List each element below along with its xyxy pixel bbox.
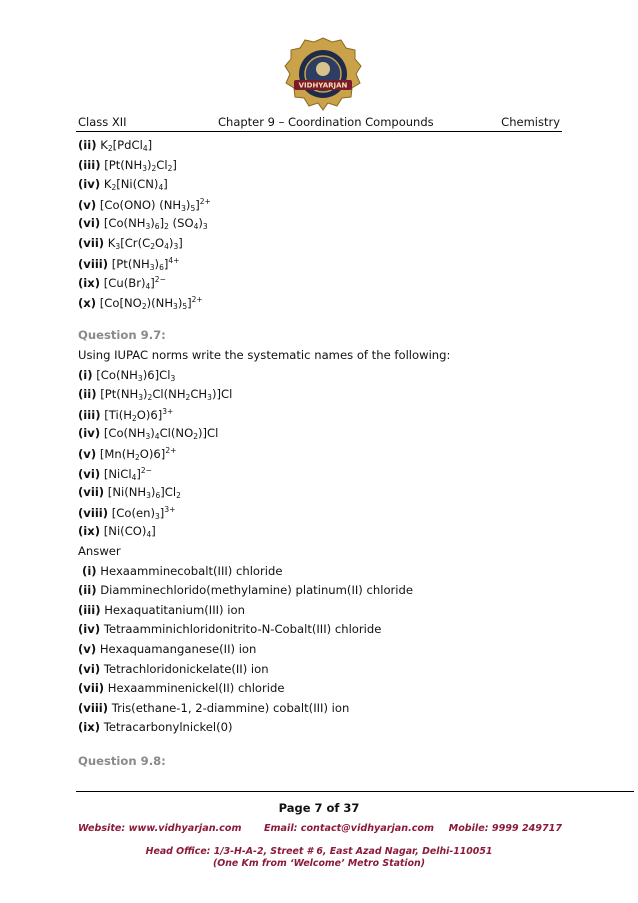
item-number: (iii)	[78, 407, 101, 422]
header-class: Class XII	[78, 115, 127, 129]
item-text: Hexaquamanganese(II) ion	[99, 642, 257, 656]
formula-item	[78, 256, 179, 272]
formula-item	[78, 295, 203, 311]
vidhyarjan-logo	[282, 36, 364, 112]
item-text: Hexaamminecobalt(III) chloride	[100, 563, 283, 578]
header-chapter: Chapter 9 – Coordination Compounds	[218, 115, 434, 129]
answer-item	[78, 701, 349, 715]
formula-item	[78, 158, 177, 173]
item-text: $[Co[NO_2)(NH_3)_5]^{2+}$	[99, 294, 203, 311]
item-text: $[Co(NH_3)_6]_2$ $(SO_4)_3$	[103, 216, 208, 232]
answer-item	[78, 720, 233, 734]
footer-mobile: Mobile: 9999 249717	[448, 823, 562, 834]
item-number: (i)	[78, 563, 97, 578]
item-text: $K_2[Ni(CN)_4]$	[103, 177, 168, 193]
answer-label: Answer	[78, 544, 121, 558]
item-number: (ix)	[78, 524, 101, 539]
item-number: (i)	[78, 367, 93, 382]
header-subject: Chemistry	[501, 115, 560, 129]
question-item	[78, 505, 175, 521]
item-number: (viii)	[78, 700, 109, 715]
answer-item	[78, 564, 283, 578]
item-text: Tetracarbonylnickel(0)	[103, 720, 233, 735]
item-number: (viii)	[78, 505, 109, 520]
footer-divider	[76, 791, 634, 792]
item-text: [NiCl$_4$]$^{2-}$	[103, 465, 152, 482]
footer-office-landmark: (One Km from ‘Welcome’ Metro Station)	[213, 858, 425, 869]
item-number: (vii)	[78, 236, 105, 250]
item-text: [Co(ONO) $(NH_3)_5]^{2+}$	[99, 196, 211, 213]
item-number: (vi)	[78, 466, 101, 481]
question-item	[78, 466, 152, 482]
question-item	[78, 524, 156, 539]
item-number: (ix)	[78, 276, 101, 291]
formula-item	[78, 216, 208, 231]
item-text: Tetrachloridonickelate(II) ion	[103, 661, 269, 676]
item-number: (iv)	[78, 426, 101, 441]
item-number: (iii)	[78, 602, 101, 617]
item-text: $[Ni(CO)_4]$	[103, 524, 156, 540]
item-text: $[Pt(NH_3)_6]^{4+}$	[111, 255, 180, 272]
item-text: $[Cu(Br)_4]^{2-}$	[103, 275, 166, 292]
item-number: (ii)	[78, 387, 97, 402]
question-title: Question 9.8:	[78, 754, 166, 768]
footer-website[interactable]: Website: www.vidhyarjan.com	[78, 823, 242, 834]
item-text: $[Ni(NH_3)_6]Cl_2$	[107, 485, 181, 501]
item-number: (vii)	[78, 485, 105, 500]
item-number: (vi)	[78, 216, 101, 231]
question-prompt: Using IUPAC norms write the systematic names of the following:	[78, 348, 451, 362]
question-title: Question 9.7:	[78, 328, 166, 343]
logo-text: VIDHYARJAN	[298, 81, 348, 90]
answer-item	[78, 681, 285, 695]
item-number: (v)	[78, 447, 97, 461]
question-item	[78, 446, 176, 462]
item-text: Diamminechlorido(methylamine) platinum(II) chloride	[100, 583, 414, 598]
page-header	[76, 113, 562, 132]
page-number: Page 7 of 37	[278, 801, 360, 815]
footer-office-address: Head Office: 1/3-H-A-2, Street # 6, East Azad Nagar, Delhi-110051	[145, 846, 493, 857]
item-number: (x)	[78, 295, 97, 310]
question-item	[78, 485, 181, 500]
item-number: (v)	[78, 197, 97, 212]
item-text: $K_2[PdCl_4]$	[100, 138, 153, 153]
item-text: Hexaamminenickel(II) chloride	[107, 681, 285, 696]
item-text: $[Pt(NH_3)_2Cl_2]$	[104, 157, 177, 173]
item-text: Tetraamminichloridonitrito-N-Cobalt(III) chloride	[103, 622, 382, 637]
question-item	[78, 407, 173, 423]
formula-item	[78, 275, 166, 291]
item-number: (ii)	[78, 138, 97, 152]
item-number: (iv)	[78, 177, 101, 192]
item-text: $[Ti(H_2O)6]^{3+}$	[104, 406, 174, 423]
item-text: $[Pt(NH_3)_2Cl(NH_2CH_3)]Cl$	[100, 387, 233, 403]
item-number: (vi)	[78, 661, 101, 676]
item-text: Tris(ethane-1, 2-diammine) cobalt(III) ion	[111, 700, 350, 715]
formula-item	[78, 138, 152, 153]
item-number: (vii)	[78, 681, 105, 696]
item-text: Hexaquatitanium(III) ion	[104, 602, 245, 617]
item-number: (viii)	[78, 256, 109, 271]
question-item	[78, 368, 175, 383]
question-item	[78, 426, 218, 441]
item-text: $[Co(NH_3)_4Cl(NO_2)]Cl$	[103, 426, 219, 442]
item-number: (ix)	[78, 720, 101, 735]
question-item	[78, 387, 232, 402]
item-text: $[Mn(H_2O)6]^{2+}$	[99, 446, 177, 462]
answer-item	[78, 642, 256, 656]
item-text: $K_3[Cr(C_2O_4)_3]$	[107, 236, 183, 251]
answer-item	[78, 622, 381, 636]
answer-item	[78, 662, 269, 676]
formula-item	[78, 236, 183, 251]
item-number: (ii)	[78, 583, 97, 598]
formula-item	[78, 197, 211, 213]
item-number: (iv)	[78, 622, 101, 637]
item-text: $[Co(en)_3]^{3+}$	[111, 504, 176, 521]
item-number: (v)	[78, 642, 97, 656]
item-number: (iii)	[78, 157, 101, 172]
formula-item	[78, 177, 168, 192]
footer-email[interactable]: Email: contact@vidhyarjan.com	[264, 823, 435, 834]
answer-item	[78, 583, 413, 597]
answer-item	[78, 603, 245, 617]
item-text: $[Co(NH_3)6]Cl_3$	[96, 367, 176, 383]
